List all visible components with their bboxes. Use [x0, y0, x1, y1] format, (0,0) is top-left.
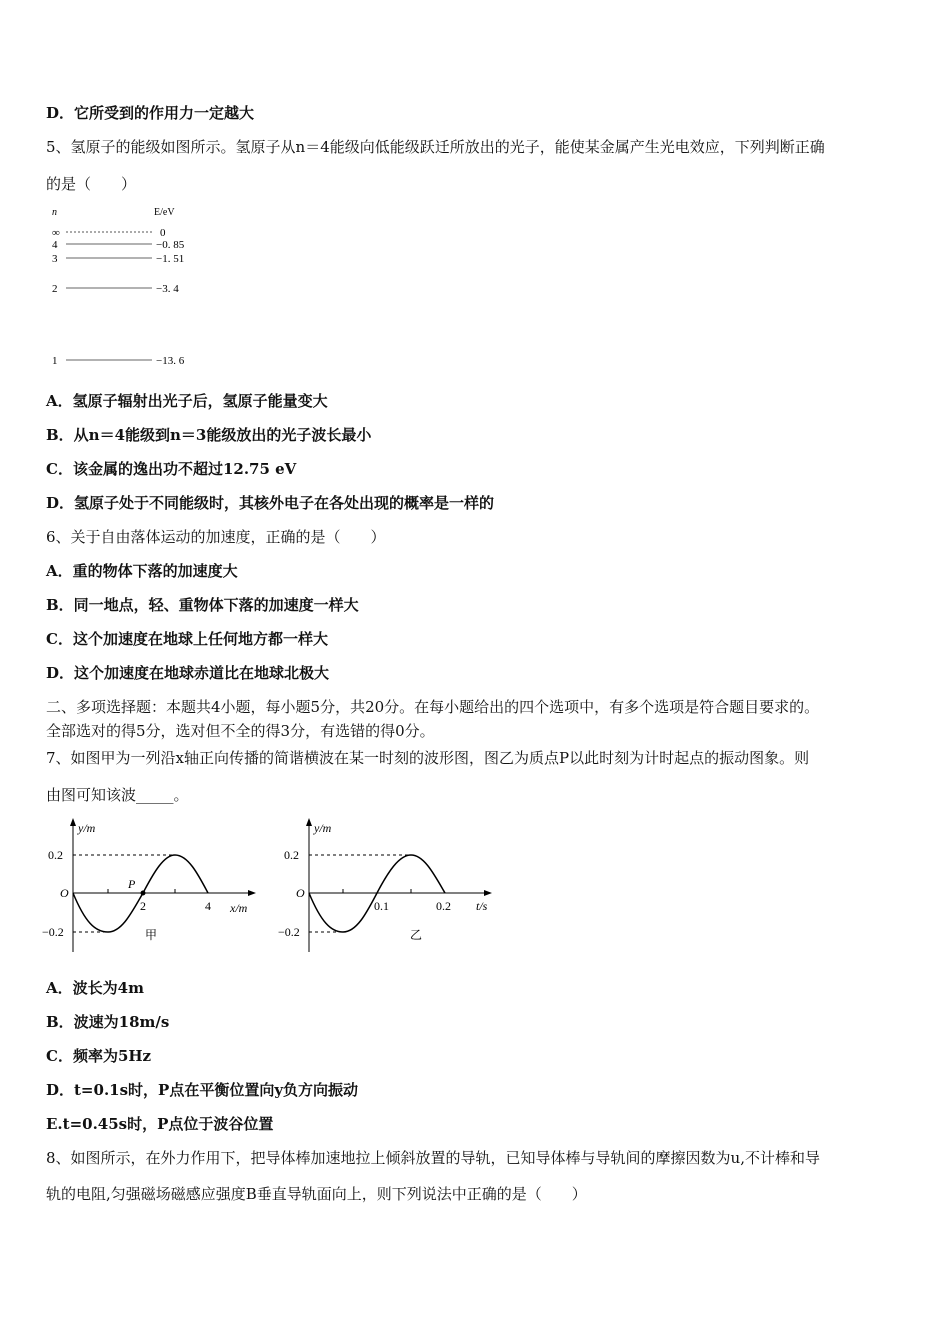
- origin-label: O: [60, 886, 69, 900]
- caption: 甲: [145, 928, 158, 942]
- option-5b: B．从n＝4能级到n＝3能级放出的光子波长最小: [46, 426, 372, 444]
- level-e: −1. 51: [156, 253, 185, 265]
- question-6: 6、关于自由落体运动的加速度，正确的是（ ）: [46, 528, 386, 546]
- section-2-heading-cont: 全部选对的得5分，选对但不全的得3分，有选错的得0分。: [46, 722, 435, 740]
- x-tick: 0.1: [374, 899, 389, 913]
- level-n: ∞: [52, 227, 60, 239]
- question-5-cont: 的是（ ）: [46, 175, 137, 193]
- option-6b: B．同一地点，轻、重物体下落的加速度一样大: [46, 596, 359, 614]
- level-n: 2: [52, 283, 58, 295]
- y-axis-label: y/m: [314, 821, 332, 835]
- y-tick: 0.2: [48, 848, 63, 862]
- e-label: E/eV: [154, 207, 175, 218]
- option-6a: A．重的物体下落的加速度大: [46, 562, 238, 580]
- option-5d: D．氢原子处于不同能级时，其核外电子在各处出现的概率是一样的: [46, 494, 495, 512]
- question-5: 5、氢原子的能级如图所示。氢原子从n＝4能级向低能级跃迁所放出的光子，能使某金属产生光电效应，下列判断正确: [46, 138, 825, 156]
- y-tick: −0.2: [42, 925, 64, 939]
- option-6c: C．这个加速度在地球上任何地方都一样大: [46, 630, 328, 648]
- level-n: 1: [52, 355, 58, 367]
- level-n: 4: [52, 239, 58, 251]
- question-8-cont: 轨的电阻,匀强磁场磁感应强度B垂直导轨面向上，则下列说法中正确的是（ ）: [46, 1185, 587, 1203]
- x-tick: 0.2: [436, 899, 451, 913]
- option-7a: A．波长为4m: [46, 979, 144, 997]
- question-8: 8、如图所示，在外力作用下，把导体棒加速地拉上倾斜放置的导轨，已知导体棒与导轨间的摩擦因数为u,不计棒和导: [46, 1149, 820, 1167]
- question-7-cont: 由图可知该波_____。: [46, 786, 189, 804]
- x-axis-label: t/s: [476, 899, 488, 913]
- option-5a: A．氢原子辐射出光子后，氢原子能量变大: [46, 392, 328, 410]
- point-p-label: P: [128, 877, 136, 891]
- energy-level-diagram: [46, 203, 206, 373]
- level-e: −13. 6: [156, 355, 185, 367]
- section-2-heading: 二、多项选择题：本题共4小题，每小题5分，共20分。在每小题给出的四个选项中，有多个选项是符合题目要求的。: [46, 698, 820, 716]
- wave-graph-b: [276, 812, 506, 952]
- y-tick: 0.2: [284, 848, 299, 862]
- question-7: 7、如图甲为一列沿x轴正向传播的简谐横波在某一时刻的波形图，图乙为质点P以此时刻为计时起点的振动图象。则: [46, 749, 810, 767]
- caption: 乙: [410, 928, 423, 942]
- x-tick: 2: [140, 899, 146, 913]
- level-e: 0: [160, 227, 166, 239]
- option-7b: B．波速为18m/s: [46, 1013, 170, 1031]
- origin-label: O: [296, 886, 305, 900]
- level-e: −0. 85: [156, 239, 185, 251]
- option-5c: C．该金属的逸出功不超过12.75 eV: [46, 460, 297, 478]
- x-tick: 4: [205, 899, 211, 913]
- y-tick: −0.2: [278, 925, 300, 939]
- x-axis-label: x/m: [230, 901, 248, 915]
- option-4d: D．它所受到的作用力一定越大: [46, 104, 255, 122]
- y-axis-label: y/m: [78, 821, 96, 835]
- wave-graph-a: [40, 812, 270, 952]
- option-6d: D．这个加速度在地球赤道比在地球北极大: [46, 664, 330, 682]
- n-label: n: [52, 207, 57, 218]
- option-7d: D．t=0.1s时，P点在平衡位置向y负方向振动: [46, 1081, 359, 1099]
- level-e: −3. 4: [156, 283, 179, 295]
- option-7c: C．频率为5Hz: [46, 1047, 152, 1065]
- level-n: 3: [52, 253, 58, 265]
- option-7e: E.t=0.45s时，P点位于波谷位置: [46, 1115, 274, 1133]
